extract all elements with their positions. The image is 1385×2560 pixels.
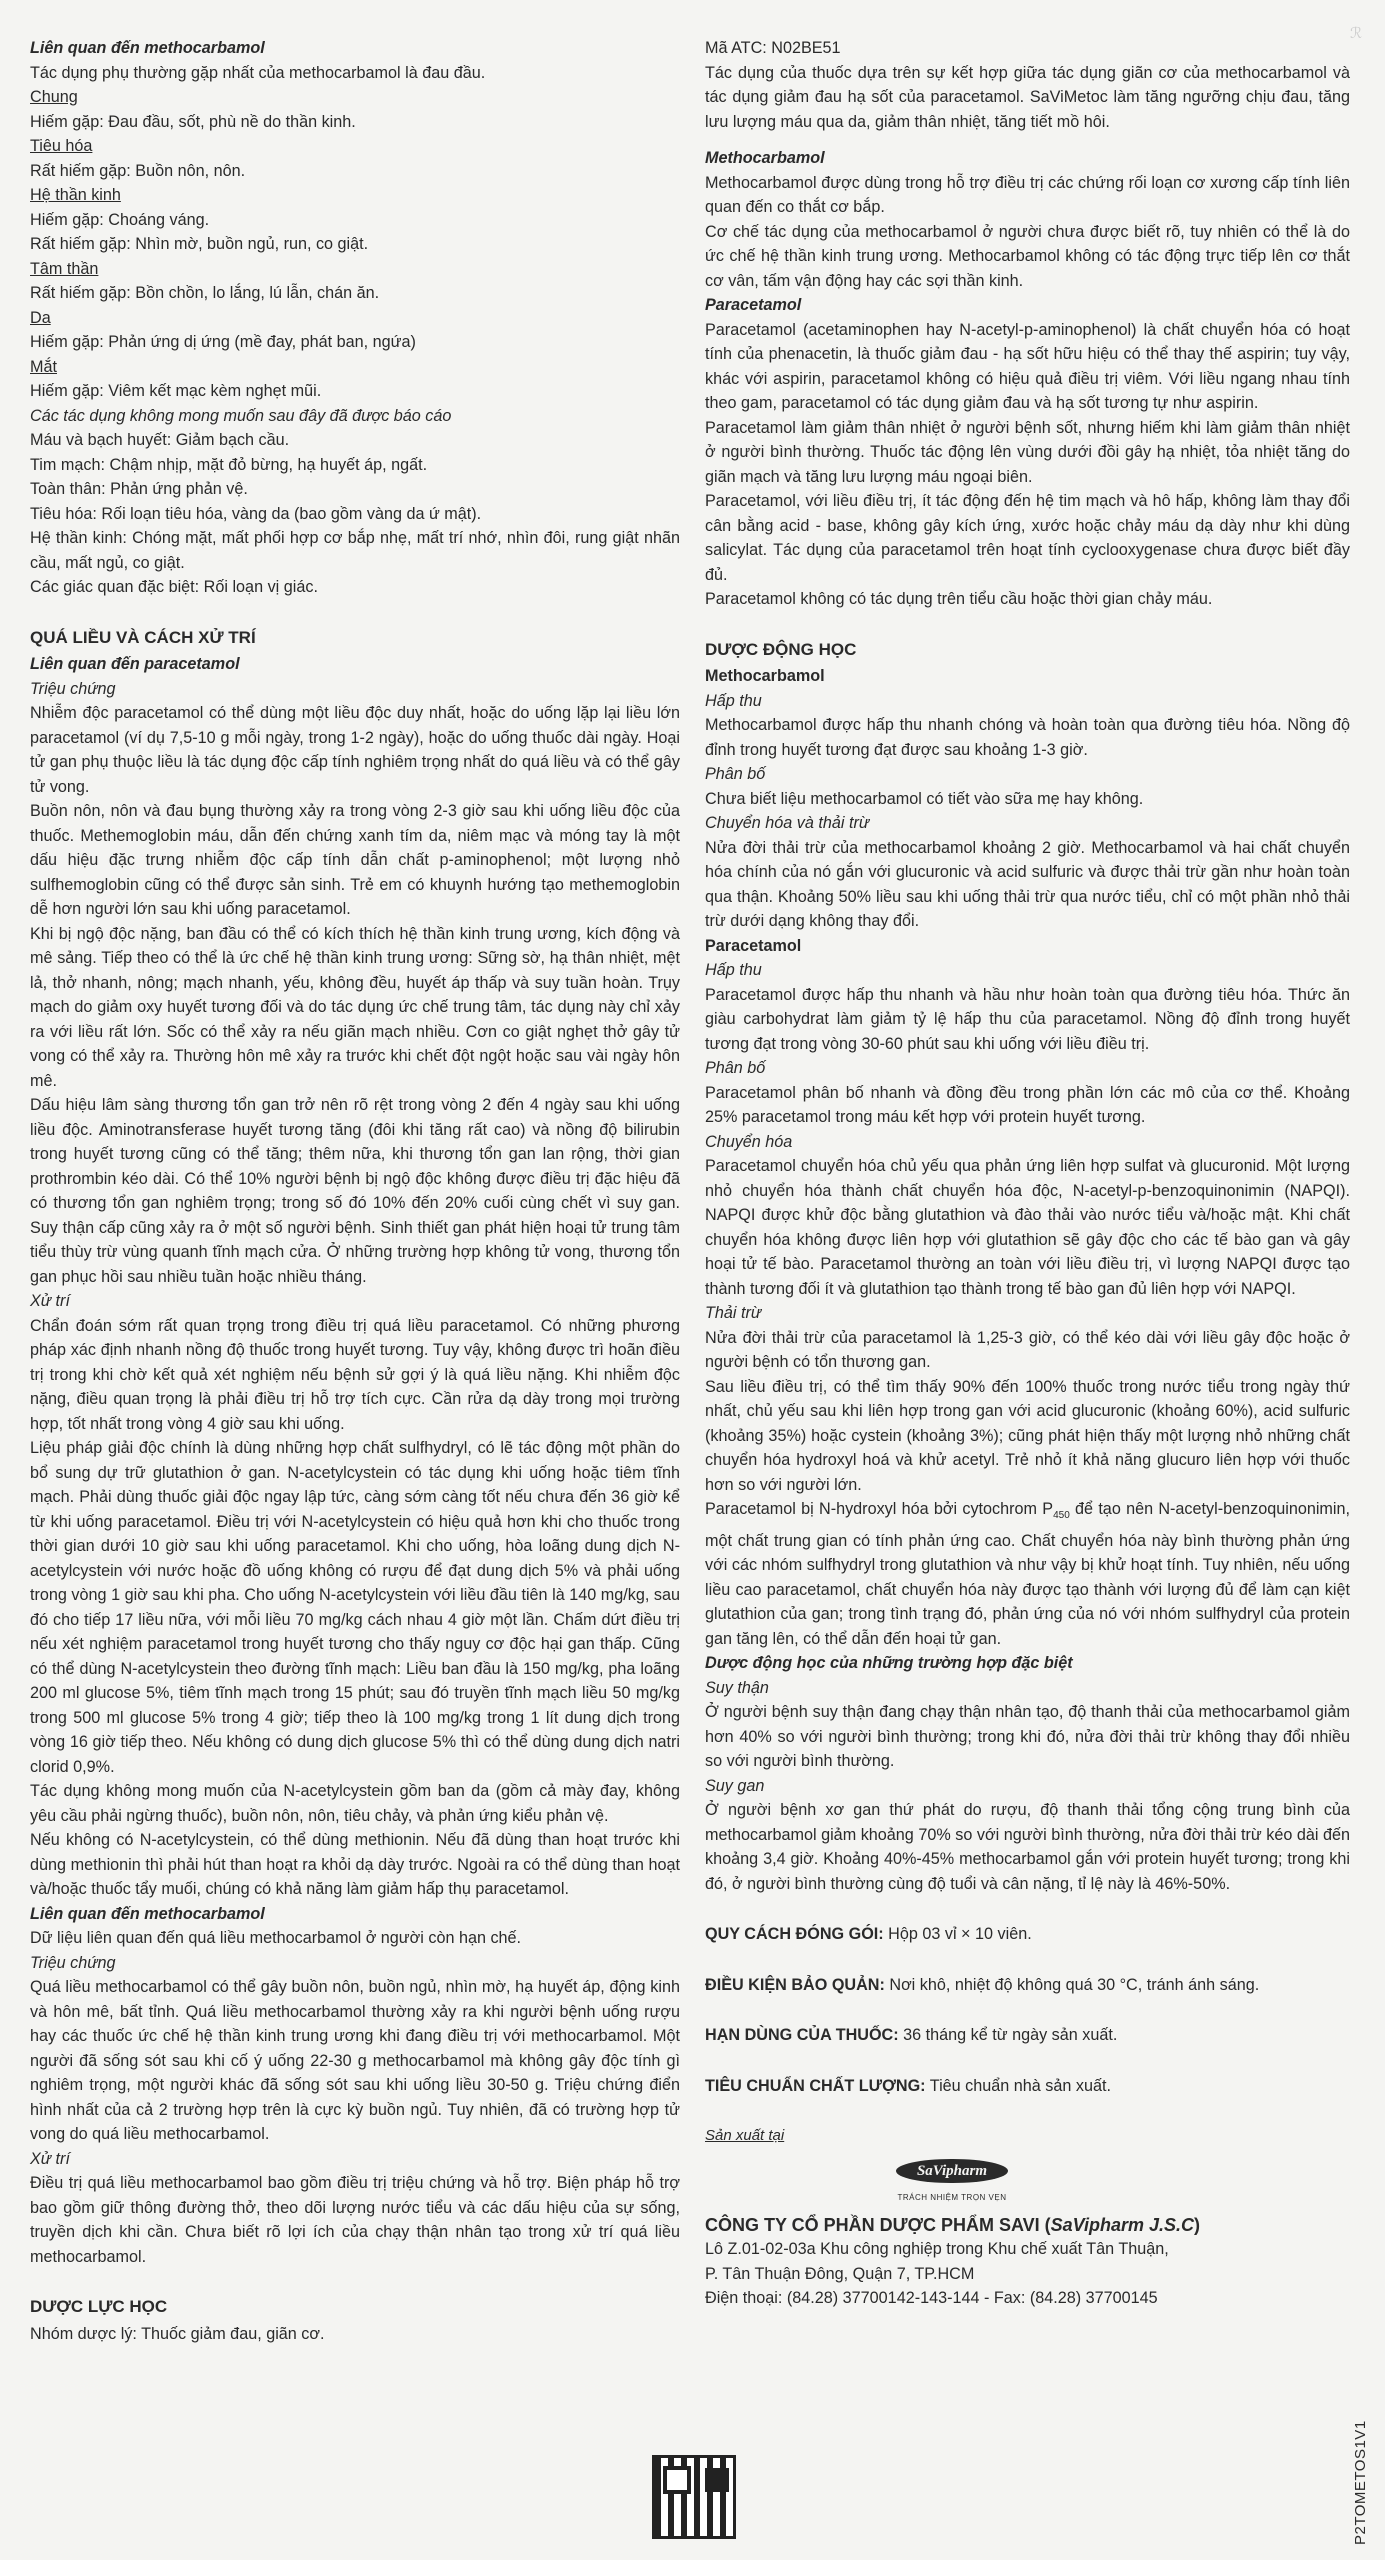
savipharm-logo	[887, 2159, 1017, 2209]
paragraph: Paracetamol không có tác dụng trên tiểu cầu hoặc thời gian chảy máu.	[705, 590, 1213, 608]
paragraph: Hệ thần kinh: Chóng mặt, mất phối hợp cơ bắp nhẹ, mất trí nhớ, nhìn đôi, rung giật nhãn cầu, mất ngủ, co giật.	[30, 529, 680, 572]
paragraph: Nhiễm độc paracetamol có thể dùng một liều độc duy nhất, hoặc do uống lặp lại liều lớn paracetamol (ví dụ 7,5-10 g mỗi ngày, trong 1-2 ngày), hoặc do uống thuốc dài ngày. Hoại tử gan phụ thuộc liều là tác dụng độc cấp tính nghiêm trọng nhất do quá liều và có thể gây tử vong.	[30, 704, 680, 796]
packaging-line: QUY CÁCH ĐÓNG GÓI: Hộp 03 vỉ × 10 viên.	[705, 1925, 1032, 1944]
italic-label: Phân bố	[705, 765, 766, 783]
paragraph: Rất hiếm gặp: Nhìn mờ, buồn ngủ, run, co giật.	[30, 235, 369, 253]
paragraph: Hiếm gặp: Phản ứng dị ứng (mề đay, phát ban, ngứa)	[30, 333, 416, 351]
subheading: Liên quan đến methocarbamol	[30, 39, 265, 57]
italic-label: Hấp thu	[705, 961, 762, 979]
italic-label: Thải trừ	[705, 1304, 762, 1322]
italic-label: Chuyển hóa và thải trừ	[705, 814, 870, 832]
left-column	[30, 36, 680, 2346]
paragraph: Paracetamol (acetaminophen hay N-acetyl-p-aminophenol) là chất chuyển hóa có hoạt tính của phenacetin, là thuốc giảm đau - hạ sốt hữu hiệu có thể thay thế aspirin; tuy vậy, khác với aspirin, paracetamol không có hiệu quả điều trị viêm. Với liều ngang nhau tính theo gam, paracetamol có tác dụng giảm đau và hạ sốt tương tự như aspirin.	[705, 320, 1350, 412]
paragraph: Buồn nôn, nôn và đau bụng thường xảy ra trong vòng 2-3 giờ sau khi uống liều độc của thuốc. Methemoglobin máu, dẫn đến chứng xanh tím da, niêm mạc và móng tay là một dấu hiệu đặc trưng nhiễm độc cấp tính dẫn chất p-aminophenol; một lượng nhỏ sulfhemoglobin cũng có thể được sản sinh. Trẻ em có khuynh hướng tạo methemoglobin dễ hơn người lớn sau khi uống paracetamol.	[30, 802, 680, 918]
right-column	[705, 36, 1350, 2311]
paragraph: Ở người bệnh suy thận đang chạy thận nhân tạo, độ thanh thải của methocarbamol giảm hơn 40% so với người bình thường; trong khi đó, nửa đời thải trừ không thay đổi nhiều so với người bình thường.	[705, 1703, 1350, 1771]
storage-line: ĐIỀU KIỆN BẢO QUẢN: Nơi khô, nhiệt độ không quá 30 °C, tránh ánh sáng.	[705, 1975, 1260, 1994]
italic-label: Triệu chứng	[30, 1953, 116, 1972]
paragraph: Paracetamol chuyển hóa chủ yếu qua phản ứng liên hợp sulfat và glucuronid. Một lượng nhỏ chuyển hóa thành chất chuyển hóa độc, N-acetyl-p-benzoquinonimin (NAPQI). NAPQI được khử độc bằng glutathion và đào thải vào nước tiểu và/hoặc mật. Khi chất chuyển hóa không được liên hợp với glutathion sẽ gây độc cho các tế bào gan và gây hoại tử tế bào. Paracetamol thường an toàn với liều điều trị, vì lượng NAPQI được tạo thành tương đối ít và glutathion tạo thành trong tế bào gan đủ liên hợp với NAPQI.	[705, 1157, 1350, 1298]
quality-standard-line: TIÊU CHUẨN CHẤT LƯỢNG: Tiêu chuẩn nhà sản xuất.	[705, 2076, 1111, 2095]
subheading: Methocarbamol	[705, 667, 825, 685]
italic-label: Phân bố	[705, 1059, 766, 1077]
italic-line: Các tác dụng không mong muốn sau đây đã được báo cáo	[30, 406, 452, 425]
paragraph: Chẩn đoán sớm rất quan trọng trong điều trị quá liều paracetamol. Có những phương pháp xác định nhanh nồng độ thuốc trong huyết tương. Tuy vậy, không được trì hoãn điều trị trong khi chờ kết quả xét nghiệm nếu bệnh sử gợi ý là quá liều nặng. Khi nhiễm độc nặng, điều quan trọng là phải điều trị hỗ trợ tích cực. Cần rửa dạ dày trong mọi trường hợp, tốt nhất trong vòng 4 giờ sau khi uống.	[30, 1316, 680, 1433]
paragraph: Tác dụng không mong muốn của N-acetylcystein gồm ban da (gồm cả mày đay, không yêu cầu phải ngừng thuốc), buồn nôn, nôn, tiêu chảy, và phản ứng kiểu phản vệ.	[30, 1782, 680, 1825]
subheading: Methocarbamol	[705, 149, 825, 167]
paragraph: Máu và bạch huyết: Giảm bạch cầu.	[30, 431, 290, 449]
section-heading: DƯỢC ĐỘNG HỌC	[705, 639, 857, 659]
paragraph: Tác dụng của thuốc dựa trên sự kết hợp giữa tác dụng giãn cơ của methocarbamol và tác dụng giảm đau hạ sốt của paracetamol. SaViMetoc làm tăng ngưỡng chịu đau, tăng lưu lượng máu qua da, giảm thân nhiệt, tăng tiết mồ hôi.	[705, 63, 1350, 131]
paragraph: Liệu pháp giải độc chính là dùng những hợp chất sulfhydryl, có lẽ tác động một phần do bổ sung dự trữ glutathion ở gan. N-acetylcystein có tác dụng khi uống hoặc tiêm tĩnh mạch. Phải dùng thuốc giải độc ngay lập tức, càng sớm càng tốt nếu chưa đến 36 giờ kể từ khi uống paracetamol. Điều trị với N-acetylcystein có hiệu quả hơn khi cho thuốc trong thời gian dưới 10 giờ sau khi uống paracetamol. Khi cho uống, hòa loãng dung dịch N-acetylcystein với nước hoặc đồ uống không có rượu để đạt dung dịch 5% và phải uống trong vòng 1 giờ sau khi pha. Cho uống N-acetylcystein với liều đầu tiên là 140 mg/kg, sau đó cho tiếp 17 liều nữa, với mỗi liều 70 mg/kg cách nhau 4 giờ một lần. Chấm dứt điều trị nếu xét nghiệm paracetamol trong huyết tương cho thấy nguy cơ độc hại gan thấp. Cũng có thể dùng N-acetylcystein theo đường tĩnh mạch: Liều ban đầu là 150 mg/kg, pha loãng 200 ml glucose 5%, tiêm tĩnh mạch trong 15 phút; sau đó truyền tĩnh mạch liều 50 mg/kg trong 500 ml glucose 5% trong 4 giờ; tiếp theo là 100 mg/kg trong 1 lít dung dịch trong vòng 16 giờ tiếp theo. Nếu không có dung dịch glucose 5% thì có thể dùng dung dịch natri clorid 0,9%.	[30, 1439, 680, 1776]
category-heading: Mắt	[30, 357, 57, 376]
paragraph: Toàn thân: Phản ứng phản vệ.	[30, 480, 248, 498]
paragraph: Nếu không có N-acetylcystein, có thể dùng methionin. Nếu đã dùng than hoạt trước khi dùng methionin thì phải hút than hoạt ra khỏi dạ dày trước. Ngoài ra có thể dùng than hoạt và/hoặc thuốc tẩy muối, chúng có khả năng làm giảm hấp thụ paracetamol.	[30, 1831, 680, 1898]
company-address-2: P. Tân Thuận Đông, Quận 7, TP.HCM	[705, 2264, 975, 2283]
company-phone: Điện thoại: (84.28) 37700142-143-144 - Fax: (84.28) 37700145	[705, 2289, 1158, 2308]
paragraph: Nửa đời thải trừ của methocarbamol khoảng 2 giờ. Methocarbamol và hai chất chuyển hóa chính của nó gắn với glucuronic và acid sulfuric và được thải trừ gần như hoàn toàn qua thận. Khoảng 50% liều sau khi uống thải trừ qua nước tiểu, chỉ có một phần nhỏ thải trừ dưới dạng không thay đổi.	[705, 838, 1350, 930]
italic-label: Suy thận	[705, 1678, 769, 1697]
italic-label: Xử trí	[30, 2149, 70, 2168]
paragraph: Tác dụng phụ thường gặp nhất của methocarbamol là đau đầu.	[30, 63, 486, 82]
paragraph: Tim mạch: Chậm nhịp, mặt đỏ bừng, hạ huyết áp, ngất.	[30, 455, 428, 474]
paragraph: Các giác quan đặc biệt: Rối loạn vị giác.	[30, 578, 318, 596]
paragraph: Nhóm dược lý: Thuốc giảm đau, giãn cơ.	[30, 2324, 325, 2343]
italic-label: Chuyển hóa	[705, 1132, 793, 1151]
atc-code: Mã ATC: N02BE51	[705, 39, 841, 57]
category-heading: Hệ thần kinh	[30, 186, 121, 204]
paragraph: Sau liều điều trị, có thể tìm thấy 90% đến 100% thuốc trong nước tiểu trong ngày thứ nhất, chủ yếu sau khi liên hợp trong gan với acid glucuronic (khoảng 60%), acid sulfuric (khoảng 35%) hoặc cystein (khoảng 3%); cũng phát hiện thấy một lượng nhỏ những chất chuyển hóa hydroxyl hoá và khử acetyl. Trẻ nhỏ ít khả năng glucuro liên hợp với thuốc hơn so với người lớn.	[705, 1377, 1350, 1494]
company-address-1: Lô Z.01-02-03a Khu công nghiệp trong Khu chế xuất Tân Thuận,	[705, 2240, 1169, 2259]
company-name: CÔNG TY CỔ PHẦN DƯỢC PHẨM SAVI (SaVipharm J.S.C)	[705, 2214, 1201, 2235]
paragraph: Quá liều methocarbamol có thể gây buồn nôn, buồn ngủ, nhìn mờ, hạ huyết áp, động kinh và hôn mê, bất tỉnh. Quá liều methocarbamol thường xảy ra khi người bệnh uống rượu hay các thuốc ức chế hệ thần kinh trung ương khi đang điều trị với methocarbamol. Một người đã sống sót sau khi cố ý uống 22-30 g methocarbamol mà không gây độc tính gì nghiêm trọng, một người khác đã sống sót sau khi uống liều 30-50 g. Triệu chứng điển hình nhất của cả 2 trường hợp trên là cực kỳ buồn ngủ. Tuy nhiên, đã có trường hợp tử vong do quá liều methocarbamol.	[30, 1978, 680, 2143]
paragraph-cytochrome: Paracetamol bị N-hydroxyl hóa bởi cytochrom $P_{450}$ để tạo nên N-acetyl-benzoquinonimin, một chất trung gian có tính phản ứng cao. Chất chuyển hóa này bình thường phản ứng với các nhóm sulfhydryl trong glutathion và như vậy bị khử hoạt tính. Tuy nhiên, nếu uống liều cao paracetamol, chất chuyển hóa này được tạo thành với lượng đủ để làm cạn kiệt glutathion của gan; trong tình trạng đó, phản ứng của nó với nhóm sulfhydryl của protein gan tăng lên, có thể dẫn đến hoại tử gan.	[705, 1500, 1350, 1648]
logo-mark: SaVipharm	[896, 2159, 1008, 2184]
paragraph: Khi bị ngộ độc nặng, ban đầu có thể có kích thích hệ thần kinh trung ương, kích động và mê sảng. Tiếp theo có thể là ức chế hệ thần kinh trung ương: Sững sờ, hạ thân nhiệt, mệt lả, thở nhanh, nông; mạch nhanh, yếu, không đều, huyết áp thấp và suy tuần hoàn. Trụy mạch do giảm oxy huyết tương đối và do tác dụng ức chế trung tâm, tác dụng này chỉ xảy ra với liều rất lớn. Sốc có thể xảy ra nếu giãn mạch nhiều. Cơn co giật nghẹt thở gây tử vong có thể xảy ra. Thường hôn mê xảy ra trước khi chết đột ngột hoặc sau vài ngày hôn mê.	[30, 924, 680, 1090]
paragraph: Hiếm gặp: Choáng váng.	[30, 210, 210, 229]
subheading: Paracetamol	[705, 296, 802, 314]
paragraph: Paracetamol, với liều điều trị, ít tác động đến hệ tim mạch và hô hấp, không làm thay đổi cân bằng acid - base, không gây kích ứng, xước hoặc chảy máu dạ dày như khi dùng salicylat. Tác dụng của paracetamol trên hoạt tính cyclooxygenase chưa được biết đầy đủ.	[705, 492, 1350, 584]
paragraph: Paracetamol phân bố nhanh và đồng đều trong phần lớn các mô của cơ thể. Khoảng 25% paracetamol trong máu kết hợp với protein huyết tương.	[705, 1083, 1350, 1126]
paragraph: Cơ chế tác dụng của methocarbamol ở người chưa được biết rõ, tuy nhiên có thể là do ức chế hệ thần kinh trung ương. Methocarbamol không có tác động trực tiếp lên cơ thắt cơ vân, tấm vận động hay các sợi thần kinh.	[705, 222, 1350, 290]
category-heading: Tiêu hóa	[30, 137, 93, 155]
watermark-glyph: ℛ	[1350, 25, 1362, 42]
paragraph: Tiêu hóa: Rối loạn tiêu hóa, vàng da (bao gồm vàng da ứ mật).	[30, 504, 482, 523]
paragraph: Dấu hiệu lâm sàng thương tổn gan trở nên rõ rệt trong vòng 2 đến 4 ngày sau khi uống liều độc. Aminotransferase huyết tương tăng (đôi khi tăng rất cao) và nồng độ bilirubin trong huyết tương cũng có thể tăng; thêm nữa, khi thương tổn gan lan rộng, thời gian prothrombin kéo dài. Có thể 10% người bệnh bị ngộ độc không được điều trị đặc hiệu đã có thương tổn gan nghiêm trọng; trong số đó 10% đến 20% cuối cùng chết vì suy gan. Suy thận cấp cũng xảy ra ở một số người bệnh. Sinh thiết gan phát hiện hoại tử trung tâm tiểu thùy trừ vùng quanh tĩnh mạch cửa. Ở những trường hợp không tử vong, thương tổn gan phục hồi sau nhiều tuần hoặc nhiều tháng.	[30, 1096, 680, 1286]
paragraph: Điều trị quá liều methocarbamol bao gồm điều trị triệu chứng và hỗ trợ. Biện pháp hỗ trợ bao gồm giữ thông đường thở, theo dõi lượng nước tiểu và các dấu hiệu của sự sống, truyền dịch khi cần. Chưa biết rõ lợi ích của chạy thận nhân tạo trong xử trí quá liều methocarbamol.	[30, 2174, 680, 2266]
paragraph: Chưa biết liệu methocarbamol có tiết vào sữa mẹ hay không.	[705, 789, 1144, 808]
subheading: Liên quan đến paracetamol	[30, 655, 240, 673]
italic-label: Suy gan	[705, 1776, 765, 1795]
italic-label: Hấp thu	[705, 691, 762, 710]
paragraph: Rất hiếm gặp: Buồn nôn, nôn.	[30, 161, 246, 180]
shelf-life-line: HẠN DÙNG CỦA THUỐC: 36 tháng kể từ ngày sản xuất.	[705, 2026, 1118, 2045]
paragraph: Dữ liệu liên quan đến quá liều methocarbamol ở người còn hạn chế.	[30, 1929, 522, 1947]
subheading: Dược động học của những trường hợp đặc biệt	[705, 1654, 1073, 1673]
manufactured-at-label: Sản xuất tại	[705, 2127, 785, 2145]
subheading: Paracetamol	[705, 936, 802, 955]
qr-code	[652, 2455, 736, 2539]
paragraph: Paracetamol được hấp thu nhanh và hầu như hoàn toàn qua đường tiêu hóa. Thức ăn giàu carbohydrat làm giảm tỷ lệ hấp thu của paracetamol. Nồng độ đỉnh trong huyết tương đạt trong vòng 30-60 phút sau khi uống với liều điều trị.	[705, 985, 1350, 1053]
paragraph: Ở người bệnh xơ gan thứ phát do rượu, độ thanh thải tổng cộng trung bình của methocarbamol giảm khoảng 70% so với người bình thường, nửa đời thải trừ kéo dài đến khoảng 3,4 giờ. Khoảng 40%-45% methocarbamol gắn với protein huyết tương; trong khi đó, ở người bình thường cùng độ tuổi và cân nặng, tỉ lệ này là 46%-50%.	[705, 1801, 1350, 1893]
margin-code: P2TOMETOS1V1	[1352, 2420, 1369, 2545]
paragraph: Paracetamol làm giảm thân nhiệt ở người bệnh sốt, nhưng hiếm khi làm giảm thân nhiệt ở người bình thường. Thuốc tác động lên vùng dưới đồi gây hạ nhiệt, tỏa nhiệt tăng do giãn mạch và tăng lưu lượng máu ngoại biên.	[705, 418, 1350, 486]
category-heading: Chung	[30, 88, 78, 106]
paragraph: Methocarbamol được dùng trong hỗ trợ điều trị các chứng rối loạn cơ xương cấp tính liên quan đến co thắt cơ bắp.	[705, 173, 1350, 216]
paragraph: Hiếm gặp: Đau đầu, sốt, phù nề do thần kinh.	[30, 112, 356, 131]
category-heading: Tâm thần	[30, 259, 99, 278]
category-heading: Da	[30, 308, 51, 327]
paragraph: Nửa đời thải trừ của paracetamol là 1,25-3 giờ, có thể kéo dài với liều gây độc hoặc ở người bệnh có tổn thương gan.	[705, 1328, 1350, 1371]
paragraph: Rất hiếm gặp: Bồn chồn, lo lắng, lú lẫn, chán ăn.	[30, 284, 380, 302]
section-heading: DƯỢC LỰC HỌC	[30, 2297, 168, 2316]
paragraph: Methocarbamol được hấp thu nhanh chóng và hoàn toàn qua đường tiêu hóa. Nồng độ đỉnh trong huyết tương đạt được sau khoảng 1-3 giờ.	[705, 716, 1350, 759]
subheading: Liên quan đến methocarbamol	[30, 1904, 265, 1923]
paragraph: Hiếm gặp: Viêm kết mạc kèm nghẹt mũi.	[30, 382, 322, 400]
section-heading: QUÁ LIỀU VÀ CÁCH XỬ TRÍ	[30, 627, 256, 647]
italic-label: Triệu chứng	[30, 679, 116, 698]
italic-label: Xử trí	[30, 1292, 70, 1310]
logo-tagline: TRÁCH NHIỆM TRỌN VẸN	[897, 2193, 1007, 2203]
